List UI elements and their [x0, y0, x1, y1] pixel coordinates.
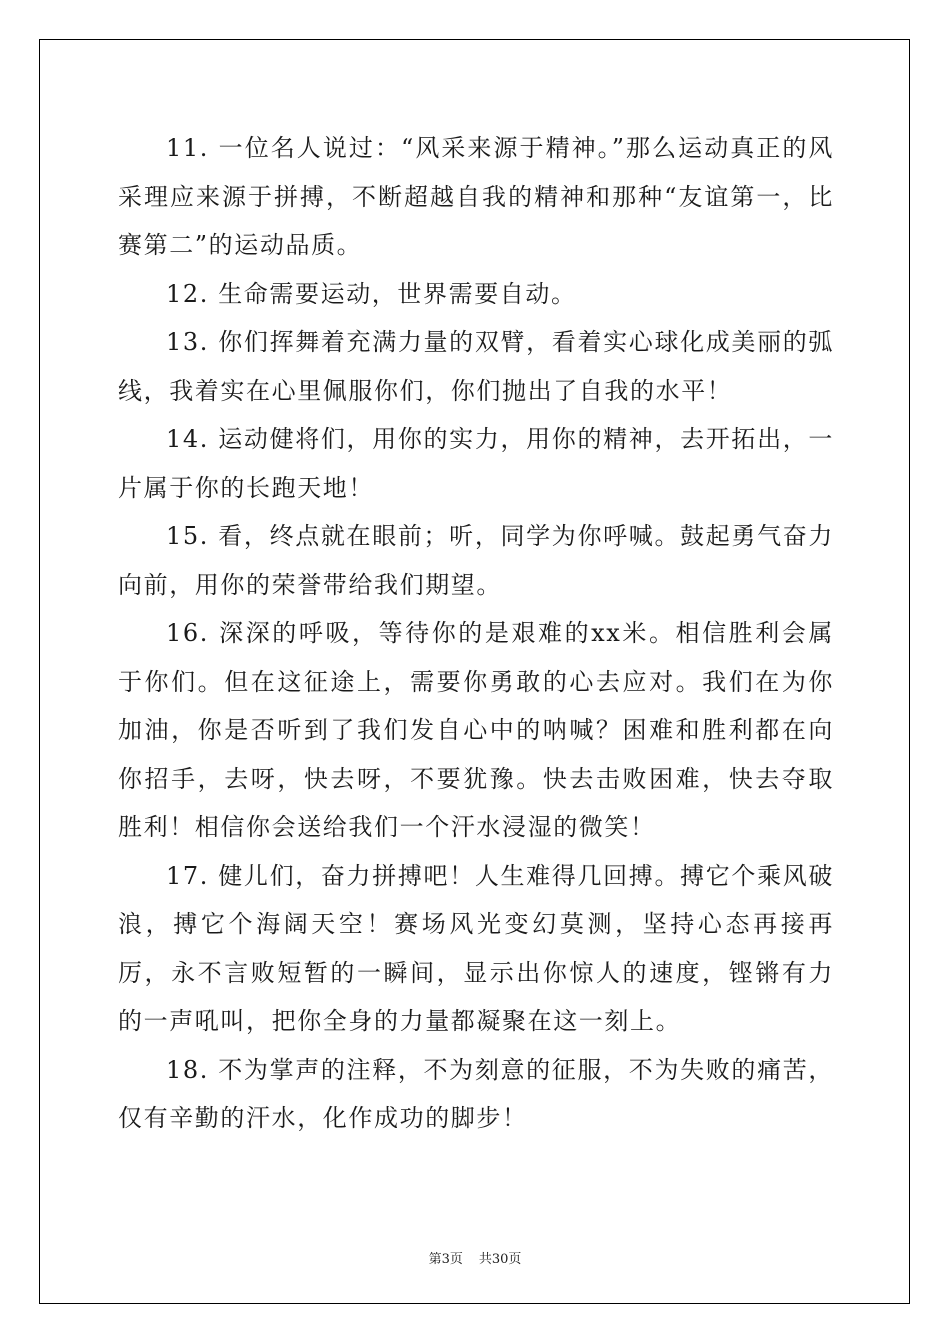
paragraph-13: 13. 你们挥舞着充满力量的双臂，看着实心球化成美丽的弧线，我着实在心里佩服你们，你们抛出了自我的水平！: [118, 328, 834, 405]
paragraph-18: 18. 不为掌声的注释，不为刻意的征服，不为失败的痛苦，仅有辛勤的汗水，化作成功的脚步！: [118, 1055, 834, 1132]
document-body: [118, 124, 834, 1143]
page-footer: [0, 1248, 950, 1267]
paragraph-17: 17. 健儿们，奋力拼搏吧！人生难得几回搏。搏它个乘风破浪，搏它个海阔天空！赛场风光变幻莫测，坚持心态再接再厉，永不言败短暂的一瞬间，显示出你惊人的速度，铿锵有力的一声吼叫，把你全身的力量都凝聚在这一刻上。: [118, 861, 834, 1035]
current-page-number: 第3页: [428, 1252, 463, 1267]
paragraph-12: 12. 生命需要运动，世界需要自动。: [166, 279, 577, 308]
paragraph-11: 11. 一位名人说过：“风采来源于精神。”那么运动真正的风采理应来源于拼搏，不断超越自我的精神和那种“友谊第一，比赛第二”的运动品质。: [118, 134, 834, 259]
paragraph-14: 14. 运动健将们，用你的实力，用你的精神，去开拓出，一片属于你的长跑天地！: [118, 425, 834, 502]
paragraph-16: 16. 深深的呼吸，等待你的是艰难的xx米。相信胜利会属于你们。但在这征途上，需要你勇敢的心去应对。我们在为你加油，你是否听到了我们发自心中的呐喊？困难和胜利都在向你招手，去呀，快去呀，不要犹豫。快去击败困难，快去夺取胜利！相信你会送给我们一个汗水浸湿的微笑！: [118, 619, 834, 841]
total-pages: 共30页: [478, 1252, 522, 1267]
paragraph-15: 15. 看，终点就在眼前；听，同学为你呼喊。鼓起勇气奋力向前，用你的荣誉带给我们期望。: [118, 522, 834, 599]
